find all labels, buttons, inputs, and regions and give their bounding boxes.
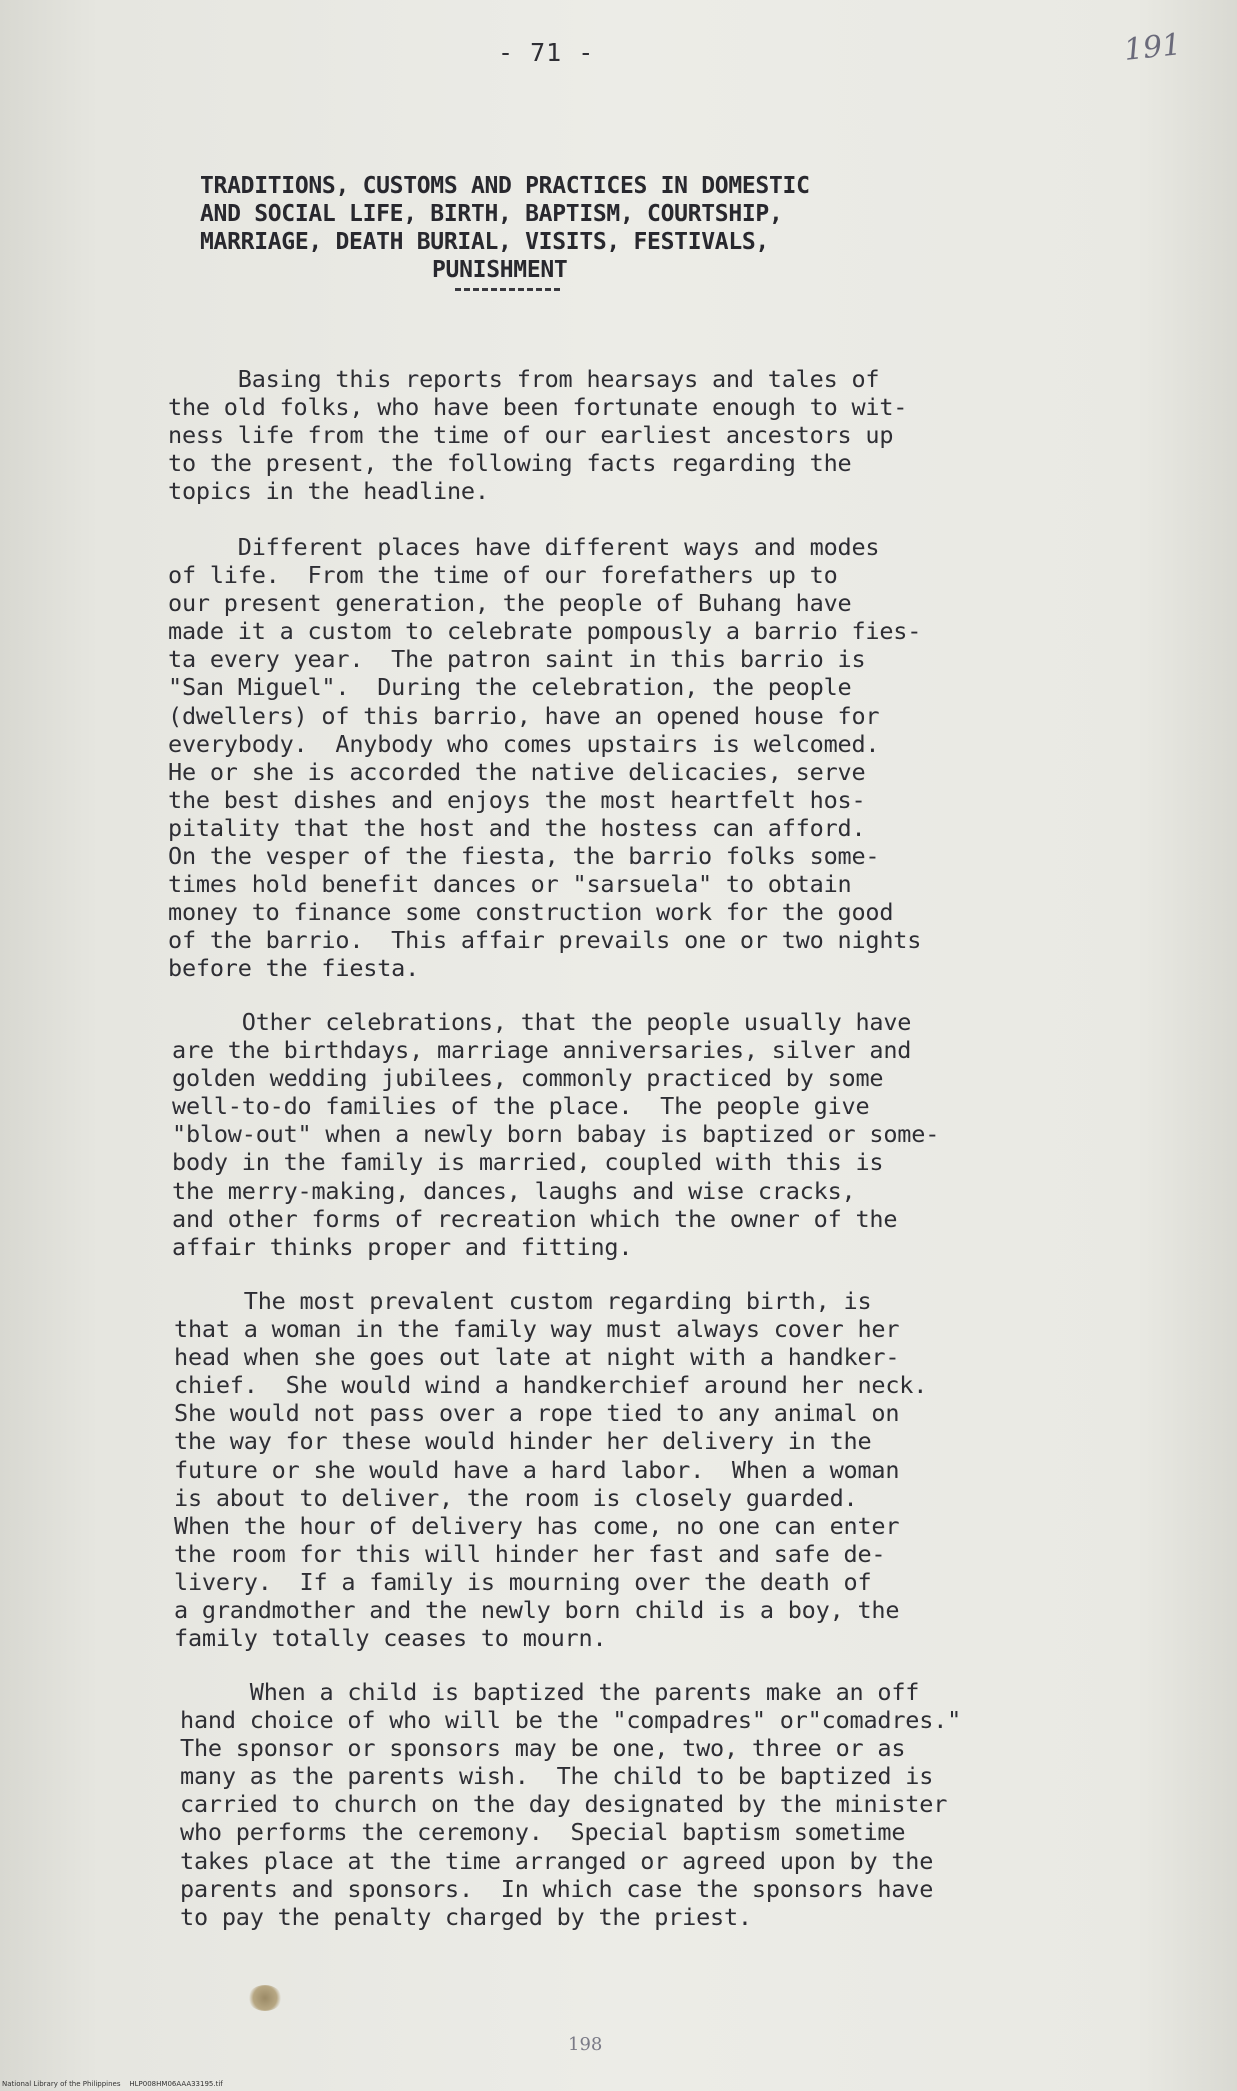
stain-mark [248,1985,282,2011]
handwritten-page-stamp: 191 [1122,27,1183,68]
text-line: "blow-out" when a newly born babay is baptized or some- [172,1120,940,1149]
text-line: When the hour of delivery has come, no one can enter [174,1511,900,1540]
text-line: to pay the penalty charged by the priest. [180,1902,752,1931]
text-line: to the present, the following facts regarding the [168,449,852,478]
text-line: of the barrio. This affair prevails one or two nights [168,926,922,955]
text-line: (dwellers) of this barrio, have an opened house for [168,701,880,730]
text-line: body in the family is married, coupled with this is [172,1148,884,1177]
paragraph-fiesta [168,533,1088,983]
text-line: Other celebrations, that the people usually have [172,1008,912,1036]
text-line: made it a custom to celebrate pompously a barrio fies- [168,617,922,646]
text-line: The sponsor or sponsors may be one, two, three or as [180,1734,906,1763]
text-line: the merry-making, dances, laughs and wise cracks, [172,1176,856,1205]
title-line: MARRIAGE, DEATH BURIAL, VISITS, FESTIVALS, [200,229,769,255]
title-line: PUNISHMENT [432,257,568,283]
text-line: well-to-do families of the place. The people give [172,1092,870,1121]
text-line: before the fiesta. [168,954,420,983]
text-line: the old folks, who have been fortunate enough to wit- [168,393,908,422]
text-line: She would not pass over a rope tied to any animal on [174,1399,900,1428]
text-line: parents and sponsors. In which case the sponsors have [180,1874,934,1903]
document-title [200,172,960,284]
text-line: livery. If a family is mourning over the death of [174,1567,872,1596]
scan-credit: National Library of the Philippines HLP008HM06AAA33195.tif [2,2080,223,2088]
text-line: golden wedding jubilees, commonly practiced by some [172,1064,884,1093]
text-line: are the birthdays, marriage anniversaries, silver and [172,1036,912,1065]
text-line: When a child is baptized the parents make an off [180,1678,920,1706]
paragraph-baptism [180,1678,1100,1931]
text-line: money to finance some construction work for the good [168,898,894,927]
text-line: "San Miguel". During the celebration, the people [168,673,852,702]
text-line: ta every year. The patron saint in this barrio is [168,645,866,674]
text-line: takes place at the time arranged or agreed upon by the [180,1846,934,1875]
text-line: times hold benefit dances or "sarsuela" to obtain [168,870,852,899]
text-line: and other forms of recreation which the owner of the [172,1204,898,1233]
text-line: chief. She would wind a handkerchief around her neck. [174,1371,928,1400]
title-underline [455,288,560,291]
text-line: the way for these would hinder her delivery in the [174,1427,872,1456]
text-line: hand choice of who will be the "compadres" or"comadres." [180,1706,962,1735]
footer-page-mark: 198 [568,2034,603,2055]
text-line: the room for this will hinder her fast and safe de- [174,1539,886,1568]
text-line: the best dishes and enjoys the most heartfelt hos- [168,785,866,814]
text-line: everybody. Anybody who comes upstairs is welcomed. [168,729,880,758]
text-line: many as the parents wish. The child to be baptized is [180,1762,934,1791]
text-line: The most prevalent custom regarding birth, is [174,1287,872,1315]
paragraph-intro [168,365,1088,505]
text-line: affair thinks proper and fitting. [172,1232,633,1261]
text-line: Basing this reports from hearsays and tales of [168,365,880,393]
text-line: of life. From the time of our forefathers up to [168,561,838,590]
title-line: AND SOCIAL LIFE, BIRTH, BAPTISM, COURTSHIP, [200,201,783,227]
text-line: pitality that the host and the hostess can afford. [168,813,866,842]
text-line: On the vesper of the fiesta, the barrio folks some- [168,842,880,871]
paragraph-celebrations [172,1008,1092,1261]
text-line: family totally ceases to mourn. [174,1624,607,1653]
text-line: carried to church on the day designated by the minister [180,1790,948,1819]
page-number: - 71 - [498,38,595,67]
text-line: a grandmother and the newly born child is a boy, the [174,1596,900,1625]
text-line: that a woman in the family way must always cover her [174,1315,900,1344]
title-line: TRADITIONS, CUSTOMS AND PRACTICES IN DOMESTIC [200,173,810,199]
text-line: future or she would have a hard labor. When a woman [174,1455,900,1484]
text-line: is about to deliver, the room is closely guarded. [174,1483,858,1512]
text-line: Different places have different ways and modes [168,533,880,561]
text-line: He or she is accorded the native delicacies, serve [168,757,866,786]
text-line: head when she goes out late at night with a handker- [174,1343,900,1372]
text-line: our present generation, the people of Buhang have [168,589,852,618]
paragraph-birth [174,1287,1094,1652]
text-line: who performs the ceremony. Special baptism sometime [180,1818,906,1847]
text-line: ness life from the time of our earliest ancestors up [168,421,894,450]
text-line: topics in the headline. [168,477,489,506]
